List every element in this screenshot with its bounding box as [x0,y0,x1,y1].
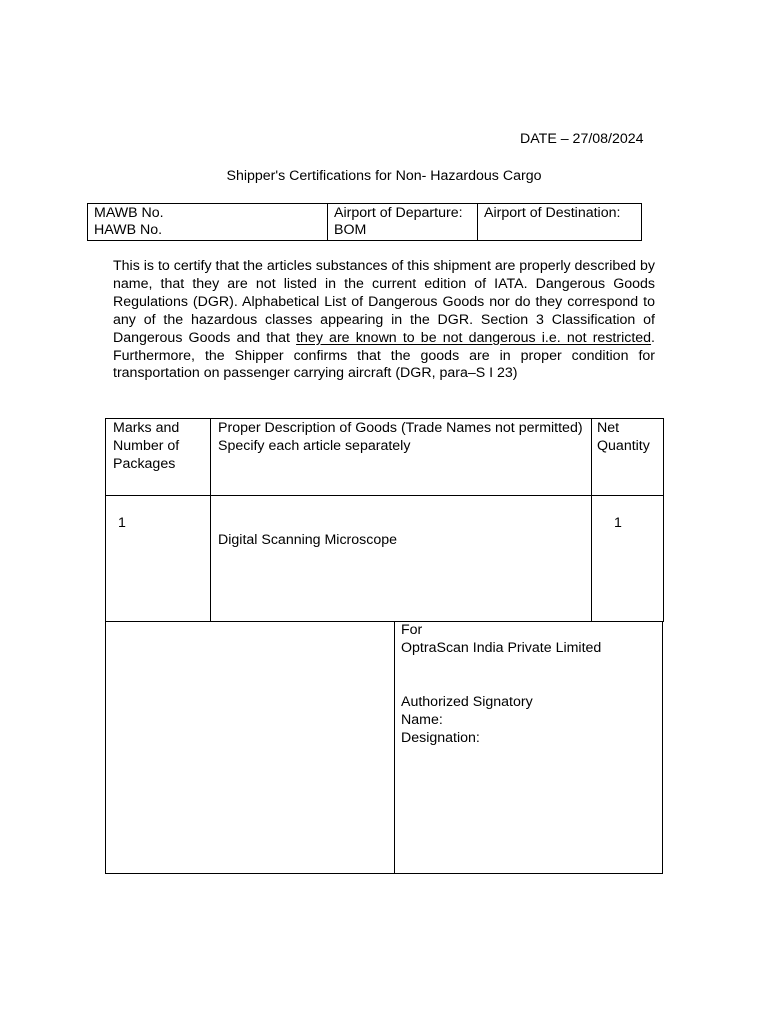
departure-label: Airport of Departure: [334,205,463,221]
description-header: Proper Description of Goods (Trade Names not permitted) Specify each article separately [211,419,592,496]
goods-table-header-row [106,419,664,496]
departure-cell [328,204,478,241]
hawb-label: HAWB No. [94,222,163,238]
quantity-value: 1 [614,515,622,531]
certification-underlined-text: they are known to be not dangerous i.e. not restricted [296,329,652,346]
certification-paragraph [113,258,655,383]
shipment-header-table [87,203,642,241]
awb-cell [88,204,328,241]
marks-header: Marks and Number of Packages [106,419,211,496]
certification-text-part2: . Furthermore, the Shipper confirms that the goods are in proper condition for transportation on passenger carrying aircraft (DGR, para–S I 23) [113,329,655,382]
for-label: For [401,622,423,638]
signature-details [401,621,601,747]
description-value: Digital Scanning Microscope [218,532,398,548]
marks-value: 1 [118,515,126,531]
signature-spacer [401,657,601,693]
signature-block [105,621,663,874]
certification-text-part1: This is to certify that the articles substances of this shipment are properly described by name, that they are not listed in the current edition of IATA. Dangerous Goods Regulations (DGR). Alphabetical List of Dangerous Goods nor do they correspond to any of the hazardous classes appearing in the DGR. Section 3 Classification of Dangerous Goods and that [113,258,655,346]
marks-cell [106,496,211,622]
authorized-signatory-label: Authorized Signatory [401,694,533,710]
document-date: DATE – 27/08/2024 [520,131,644,147]
quantity-header: Net Quantity [592,419,664,496]
quantity-cell [592,496,664,622]
signature-divider [394,621,395,873]
name-label: Name: [401,712,443,728]
mawb-label: MAWB No. [94,205,164,221]
description-cell [211,496,592,622]
designation-label: Designation: [401,730,480,746]
goods-table [105,418,664,622]
document-title: Shipper's Certifications for Non- Hazardous Cargo [226,168,542,184]
company-name: OptraScan India Private Limited [401,640,602,656]
table-row [106,496,664,622]
departure-value: BOM [334,222,367,238]
destination-cell [478,204,642,241]
destination-label: Airport of Destination: [484,205,621,221]
